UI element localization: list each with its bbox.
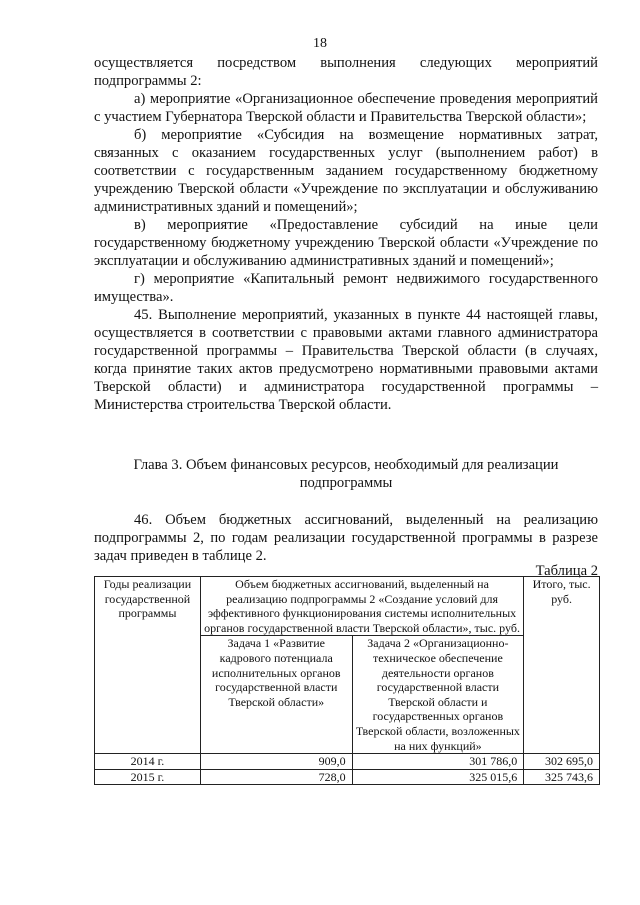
table-row: [95, 754, 600, 770]
page-number: 18: [313, 36, 327, 51]
header-years: Годы реализации государственной программы: [95, 577, 201, 754]
intro-paragraph: осуществляется посредством выполнения следующих мероприятий подпрограммы 2:: [94, 55, 598, 89]
list-item-v: в) мероприятие «Предоставление субсидий на иные цели государственному бюджетному учреждению Тверской области «Учреждение по эксплуатации и обслуживанию административных зданий и помещений»;: [94, 217, 598, 269]
row-year: 2015 г.: [95, 769, 201, 785]
row-total-value: 325 743,6: [524, 769, 600, 785]
row-total-value: 302 695,0: [524, 754, 600, 770]
header-total: Итого, тыс. руб.: [524, 577, 600, 754]
chapter-heading: [94, 456, 598, 492]
row-task2-value: 301 786,0: [352, 754, 524, 770]
row-task1-value: 909,0: [200, 754, 352, 770]
paragraph-46-block: [94, 511, 598, 565]
list-item-a: а) мероприятие «Организационное обеспечение проведения мероприятий с участием Губернатора Тверской области и Правительства Тверской области»;: [94, 91, 598, 125]
row-year: 2014 г.: [95, 754, 201, 770]
row-task1-value: 728,0: [200, 769, 352, 785]
paragraph-45: 45. Выполнение мероприятий, указанных в пункте 44 настоящей главы, осуществляется в соответствии с правовыми актами главного администратора государственной программы – Правительства Тверской области (в случаях, когда принятие таких актов предусмотрено нормативными правовыми актами Тверской области) и администратора государственной программы – Министерства строительства Тверской области.: [94, 307, 598, 413]
list-item-b: б) мероприятие «Субсидия на возмещение нормативных затрат, связанных с оказанием государственных услуг (выполнением работ) в соответствии с государственным заданием государственному бюджетному учреждению Тверской области «Учреждение по эксплуатации и обслуживанию административных зданий и помещений»;: [94, 127, 598, 215]
paragraph-46: 46. Объем бюджетных ассигнований, выделенный на реализацию подпрограммы 2, по годам реализации государственной программы в разрезе задач приведен в таблице 2.: [94, 512, 598, 564]
header-volume: Объем бюджетных ассигнований, выделенный на реализацию подпрограммы 2 «Создание условий для эффективного функционирования системы исполнительных органов государственной власти Тверской области», тыс. руб.: [200, 577, 523, 636]
list-item-g: г) мероприятие «Капитальный ремонт недвижимого государственного имущества».: [94, 271, 598, 305]
table-header-row: [95, 577, 600, 636]
table-caption: Таблица 2: [535, 563, 598, 579]
body-text: [94, 54, 598, 414]
header-task2: Задача 2 «Организационно-техническое обеспечение деятельности органов государственной власти Тверской области и государственных органов Тверской области, возложенных на них функций»: [352, 636, 524, 754]
header-task1: Задача 1 «Развитие кадрового потенциала исполнительных органов государственной власти Тверской области»: [200, 636, 352, 754]
table-row: [95, 769, 600, 785]
chapter-heading-line1: Глава 3. Объем финансовых ресурсов, необходимый для реализации: [133, 457, 559, 473]
row-task2-value: 325 015,6: [352, 769, 524, 785]
chapter-heading-line2: подпрограммы: [299, 475, 393, 491]
budget-table: [94, 576, 600, 785]
